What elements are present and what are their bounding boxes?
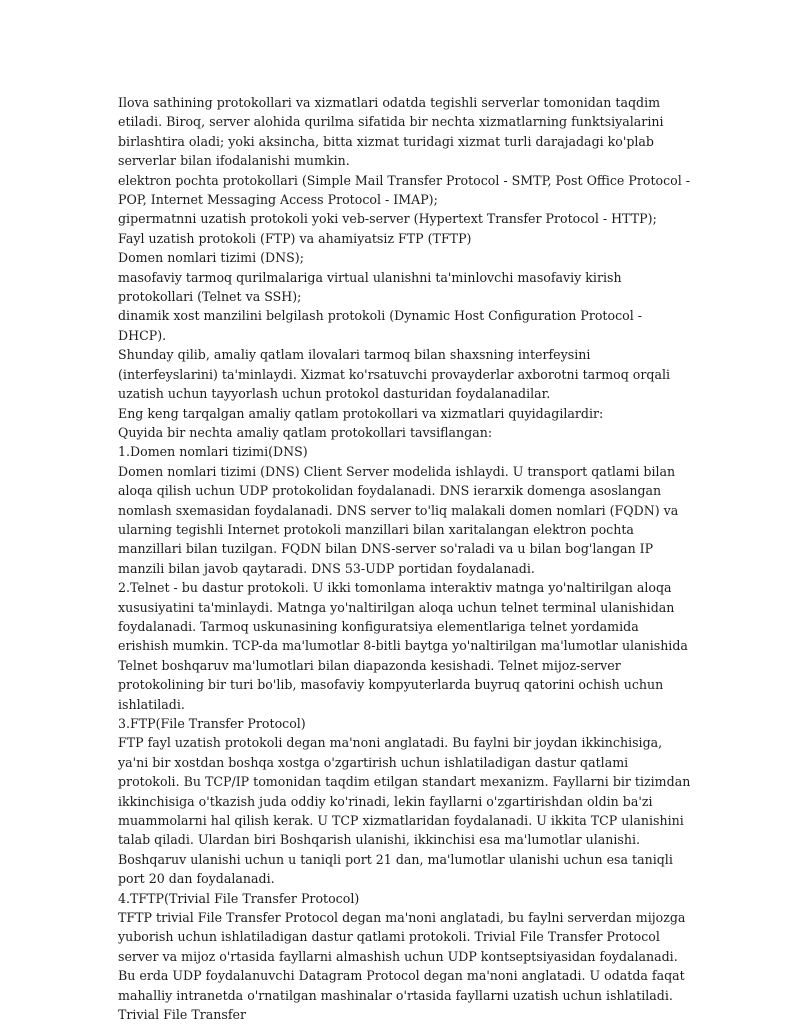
telnet-paragraph: 2.Telnet - bu dastur protokoli. U ikki tomonlama interaktiv matnga yo'naltirilgan aloqa xususiyatini ta'minlaydi. Matnga yo'naltirilgan aloqa uchun telnet terminal ulanishidan foydalanadi. Tarmoq uskunasining konfiguratsiya elementlariga telnet yordamida erishish mumkin. TCP-da ma'lumotlar 8-bitli baytga yo'naltirilgan ma'lumotlar ulanishida Telnet boshqaruv ma'lumotlari bilan diapazonda kesishadi. Telnet mijoz-server protokolining bir turi bo'lib, masofaviy kompyuterlarda buyruq qatorini ochish uchun ishlatiladi.	[118, 580, 688, 712]
list-item-http: gipermatnni uzatish protokoli yoki veb-server (Hypertext Transfer Protocol - HTTP);	[118, 211, 657, 227]
summary-paragraph: Shunday qilib, amaliy qatlam ilovalari tarmoq bilan shaxsning interfeysini (interfeyslarini) ta'minlaydi. Xizmat ko'rsatuvchi provayderlar axborotni tarmoq orqali uzatish uchun tayyorlash uchun protokol dasturidan foydalanadilar.	[118, 347, 671, 402]
document-body	[118, 93, 693, 1025]
intro-paragraph: Ilova sathining protokollari va xizmatlari odatda tegishli serverlar tomonidan taqdim etiladi. Biroq, server alohida qurilma sifatida bir nechta xizmatlarning funktsiyalarini birlashtira oladi; yoki aksincha, bitta xizmat turidagi xizmat turli darajadagi ko'plab serverlar bilan ifodalanishi mumkin.	[118, 95, 664, 169]
list-item-dns: Domen nomlari tizimi (DNS);	[118, 250, 304, 266]
tftp-paragraph: TFTP trivial File Transfer Protocol degan ma'noni anglatadi, bu faylni serverdan mijozga yuborish uchun ishlatiladigan dastur qatlami protokoli. Trivial File Transfer Protocol server va mijoz o'rtasida fayllarni almashish uchun UDP kontseptsiyasidan foydalanadi. Bu erda UDP foydalanuvchi Datagram Protocol degan ma'noni anglatadi. U odatda faqat mahalliy intranetda o'rnatilgan mashinalar o'rtasida fayllarni uzatish uchun ishlatiladi. Trivial File Transfer	[118, 910, 686, 1023]
dns-paragraph: Domen nomlari tizimi (DNS) Client Server modelida ishlaydi. U transport qatlami bilan aloqa qilish uchun UDP protokolidan foydalanadi. DNS ierarxik domenga asoslangan nomlash sxemasidan foydalanadi. DNS server to'liq malakali domen nomlari (FQDN) va ularning tegishli Internet protokoli manzillari bilan xaritalangan elektron pochta manzillari bilan tuzilgan. FQDN bilan DNS-server so'raladi va u bilan bog'langan IP manzili bilan javob qaytaradi. DNS 53-UDP portidan foydalanadi.	[118, 463, 679, 576]
list-item-email-protocols: elektron pochta protokollari (Simple Mail Transfer Protocol - SMTP, Post Office Protocol - POP, Internet Messaging Access Protocol - IMAP);	[118, 172, 691, 208]
section-heading-dns: 1.Domen nomlari tizimi(DNS)	[118, 444, 308, 460]
described-protocols-line: Quyida bir nechta amaliy qatlam protokollari tavsiflangan:	[118, 424, 493, 440]
list-item-ftp: Fayl uzatish protokoli (FTP) va ahamiyatsiz FTP (TFTP)	[118, 230, 472, 246]
section-heading-tftp: 4.TFTP(Trivial File Transfer Protocol)	[118, 890, 360, 906]
common-protocols-line: Eng keng tarqalgan amaliy qatlam protokollari va xizmatlari quyidagilardir:	[118, 405, 604, 421]
section-heading-ftp: 3.FTP(File Transfer Protocol)	[118, 716, 306, 731]
ftp-paragraph: FTP fayl uzatish protokoli degan ma'noni anglatadi. Bu faylni bir joydan ikkinchisiga, ya'ni bir xostdan boshqa xostga o'zgartirish uchun ishlatiladigan dastur qatlami protokoli. Bu TCP/IP tomonidan taqdim etilgan standart mexanizm. Fayllarni bir tizimdan ikkinchisiga o'tkazish juda oddiy ko'rinadi, lekin fayllarni o'zgartirishdan oldin ba'zi muammolarni hal qilish kerak. U TCP xizmatlaridan foydalanadi. U ikkita TCP ulanishini talab qiladi. Ulardan biri Boshqarish ulanishi, ikkinchisi esa ma'lumotlar ulanishi. Boshqaruv ulanishi uchun u taniqli port 21 dan, ma'lumotlar ulanishi uchun esa taniqli port 20 dan foydalanadi.	[118, 735, 691, 887]
list-item-dhcp: dinamik xost manzilini belgilash protokoli (Dynamic Host Configuration Protocol - DHCP).	[118, 308, 642, 343]
list-item-remote-access: masofaviy tarmoq qurilmalariga virtual ulanishni ta'minlovchi masofaviy kirish protokollari (Telnet va SSH);	[118, 269, 622, 305]
